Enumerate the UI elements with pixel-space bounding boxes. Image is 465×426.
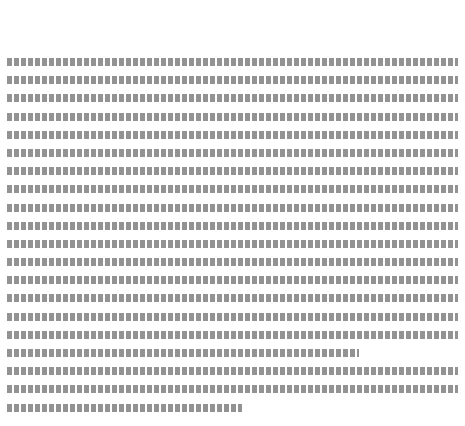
body-line-placeholder — [7, 76, 458, 84]
body-line-placeholder — [7, 404, 242, 412]
article-body — [7, 58, 458, 422]
body-line-placeholder — [7, 58, 458, 66]
body-line-placeholder — [7, 258, 458, 266]
body-line-placeholder — [7, 313, 458, 321]
body-line-placeholder — [7, 113, 458, 121]
cropped-top-line — [8, 0, 457, 8]
body-line-placeholder — [7, 222, 458, 230]
body-line-placeholder — [7, 149, 458, 157]
body-line-placeholder — [7, 367, 458, 375]
body-line-placeholder — [7, 276, 458, 284]
body-line-placeholder — [7, 204, 458, 212]
body-line-placeholder — [7, 294, 458, 302]
body-line-placeholder — [7, 94, 458, 102]
body-line-placeholder — [7, 131, 458, 139]
article-headline — [150, 12, 314, 46]
body-line-placeholder — [7, 185, 458, 193]
body-line-placeholder — [7, 385, 458, 393]
body-line-placeholder — [7, 240, 458, 248]
body-line-placeholder — [7, 167, 458, 175]
body-line-placeholder — [7, 331, 458, 339]
body-line-placeholder — [7, 349, 359, 357]
